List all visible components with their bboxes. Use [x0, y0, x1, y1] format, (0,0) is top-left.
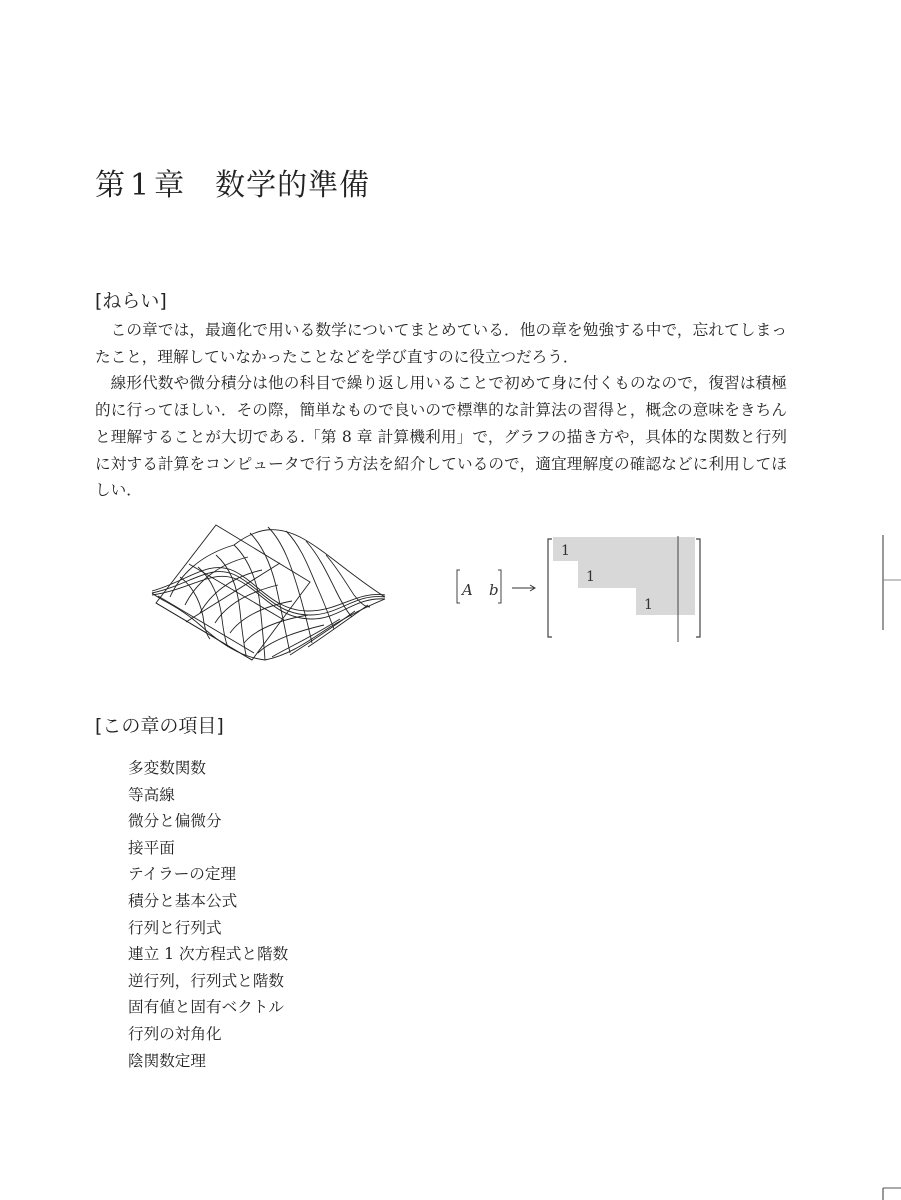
list-item: 連立 1 次方程式と階数 — [128, 945, 289, 964]
list-item: 積分と基本公式 — [128, 891, 238, 910]
chapter-name: 数学的準備 — [215, 168, 371, 203]
chapter-title — [95, 166, 370, 206]
wireframe-surface-icon — [140, 515, 400, 665]
list-item: 行列と行列式 — [128, 918, 222, 937]
list-item: 等高線 — [128, 785, 175, 804]
aims-paragraph: この章では，最適化で用いる数学についてまとめている．他の章を勉強する中で，忘れてしまったこと，理解していなかったことなどを学び直すのに役立つだろう． — [95, 321, 787, 366]
list-item: 微分と偏微分 — [128, 812, 222, 831]
aims-body — [95, 317, 787, 504]
crop-mark-right — [870, 530, 901, 640]
chapter-items-list — [128, 755, 288, 1074]
list-item: 多変数関数 — [128, 759, 206, 777]
crop-mark-bottom-right — [870, 1180, 901, 1200]
matrix-b-label: b — [489, 581, 499, 599]
list-item: 接平面 — [128, 838, 175, 857]
list-item: テイラーの定理 — [128, 865, 237, 884]
list-item: 行列の対角化 — [128, 1024, 222, 1043]
svg-text:1: 1 — [561, 543, 570, 559]
svg-text:1: 1 — [644, 597, 653, 613]
matrix-A-label: A — [462, 581, 473, 599]
matrix-reduction-diagram — [440, 525, 720, 650]
list-item: 陰関数定理 — [128, 1051, 206, 1070]
aims-heading: [ねらい] — [95, 290, 167, 312]
items-heading: [この章の項目] — [95, 715, 224, 737]
chapter-suffix: 章 — [154, 168, 186, 203]
svg-text:1: 1 — [586, 569, 595, 585]
aims-paragraph: 線形代数や微分積分は他の科目で繰り返し用いることで初めて身に付くものなので，復習は積極的に行ってほしい．その際，簡単なもので良いので標準的な計算法の習得と，概念の意味をきちんと理解することが大切である.「第 8 章 計算機利用」で，グラフの描き方や，具体的な関数と行列に対する計算をコンピュータで行う方法を紹介しているので，適宜理解度の確認などに利用してほしい． — [95, 374, 787, 500]
list-item: 逆行列，行列式と階数 — [128, 971, 284, 990]
chapter-number: 1 — [130, 168, 151, 203]
chapter-prefix: 第 — [95, 168, 126, 203]
list-item: 固有値と固有ベクトル — [128, 998, 284, 1017]
